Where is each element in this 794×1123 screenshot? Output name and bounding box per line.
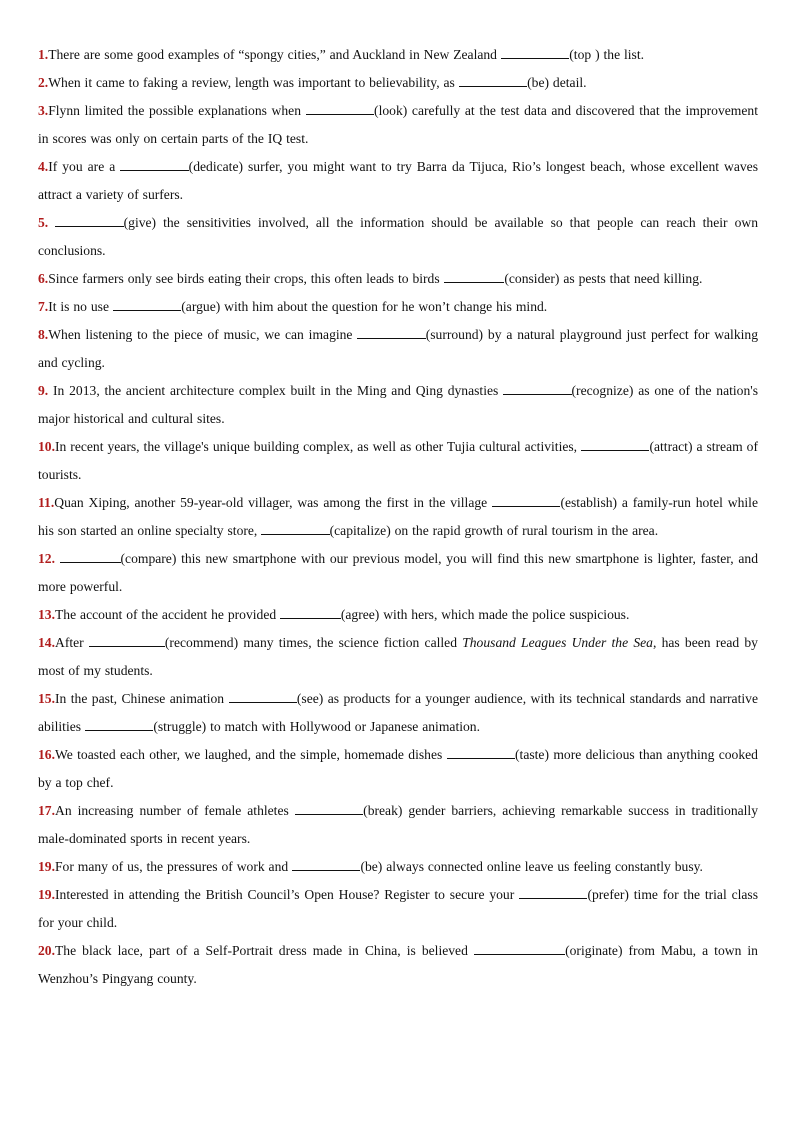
question-text: (see) as products for a younger audience, with its technical standards and narrative abilities (38, 691, 758, 734)
question-item (38, 685, 758, 741)
question-text: (establish) a family-run hotel while his son started an online specialty store, (38, 495, 758, 538)
question-number: 6. (38, 271, 49, 286)
question-item (38, 741, 758, 797)
question-text: An increasing number of female athletes (55, 803, 295, 818)
question-number: 3. (38, 103, 49, 118)
question-text: (consider) as pests that need killing. (504, 271, 703, 286)
question-text: (prefer) time for the trial class for your child. (38, 887, 758, 930)
question-text: For many of us, the pressures of work and (55, 859, 293, 874)
question-item (38, 265, 758, 293)
question-text: The black lace, part of a Self-Portrait dress made in China, is believed (55, 943, 474, 958)
answer-blank[interactable] (295, 802, 363, 815)
question-text: Quan Xiping, another 59-year-old villager, was among the first in the village (54, 495, 493, 510)
question-item (38, 321, 758, 377)
answer-blank[interactable] (503, 382, 571, 395)
exercise-sheet (38, 41, 758, 993)
question-text: (break) gender barriers, achieving remarkable success in traditionally male-dominated sports in recent years. (38, 803, 759, 846)
question-number: 19. (38, 887, 55, 902)
answer-blank[interactable] (581, 438, 649, 451)
question-text: Interested in attending the British Council’s Open House? Register to secure your (55, 887, 520, 902)
question-text: (attract) a stream of tourists. (38, 439, 758, 482)
question-item (38, 433, 758, 489)
question-number: 11. (38, 495, 55, 510)
question-text: (recommend) many times, the science fiction called (164, 635, 463, 650)
question-number: 19. (38, 859, 55, 874)
question-number: 13. (38, 607, 55, 622)
question-number: 5. (38, 215, 49, 230)
question-text: (argue) with him about the question for he won’t change his mind. (181, 299, 548, 314)
question-item (38, 937, 758, 993)
question-number: 4. (38, 159, 49, 174)
question-item (38, 881, 758, 937)
answer-blank[interactable] (85, 718, 153, 731)
question-text: (look) carefully at the test data and discovered that the improvement in scores was only on certain parts of the IQ test. (38, 103, 758, 146)
question-text: If you are a (48, 159, 121, 174)
question-text: (top ) the list. (569, 47, 645, 62)
question-text: (dedicate) surfer, you might want to try Barra da Tijuca, Rio’s longest beach, whose excellent waves attract a variety of surfers. (38, 159, 758, 202)
question-number: 7. (38, 299, 49, 314)
question-text: (be) always connected online leave us feeling constantly busy. (360, 859, 703, 874)
question-item (38, 853, 758, 881)
question-text: The account of the accident he provided (55, 607, 281, 622)
question-text: In 2013, the ancient architecture complex built in the Ming and Qing dynasties (48, 383, 504, 398)
answer-blank[interactable] (280, 606, 341, 619)
question-text: It is no use (48, 299, 113, 314)
answer-blank[interactable] (120, 158, 188, 171)
question-text: (agree) with hers, which made the police suspicious. (340, 607, 630, 622)
question-item (38, 209, 758, 265)
question-number: 9. (38, 383, 49, 398)
answer-blank[interactable] (292, 858, 360, 871)
question-number: 17. (38, 803, 55, 818)
question-item (38, 629, 758, 685)
answer-blank[interactable] (459, 74, 527, 87)
question-text: (compare) this new smartphone with our previous model, you will find this new smartphone is lighter, faster, and more powerful. (38, 551, 758, 594)
question-item (38, 153, 758, 209)
question-text: There are some good examples of “spongy cities,” and Auckland in New Zealand (48, 47, 501, 62)
question-item (38, 601, 758, 629)
answer-blank[interactable] (113, 298, 181, 311)
question-number: 10. (38, 439, 55, 454)
answer-blank[interactable] (306, 102, 374, 115)
question-text: (capitalize) on the rapid growth of rural tourism in the area. (329, 523, 659, 538)
question-item (38, 489, 758, 545)
answer-blank[interactable] (474, 942, 565, 955)
question-number: 14. (38, 635, 55, 650)
question-text: When listening to the piece of music, we can imagine (48, 327, 358, 342)
question-text: (surround) by a natural playground just perfect for walking and cycling. (38, 327, 758, 370)
book-title: Thousand Leagues Under the Sea (462, 635, 653, 650)
question-item (38, 293, 758, 321)
question-number: 15. (38, 691, 55, 706)
answer-blank[interactable] (444, 270, 505, 283)
question-text: In the past, Chinese animation (55, 691, 229, 706)
question-text: Since farmers only see birds eating their crops, this often leads to birds (48, 271, 444, 286)
question-text: , has been read by most of my students. (38, 635, 758, 678)
question-item (38, 797, 758, 853)
question-text (48, 215, 55, 230)
question-text: (recognize) as one of the nation's major historical and cultural sites. (38, 383, 759, 426)
answer-blank[interactable] (89, 634, 165, 647)
question-item (38, 377, 758, 433)
question-item (38, 97, 758, 153)
answer-blank[interactable] (60, 550, 121, 563)
answer-blank[interactable] (55, 214, 123, 227)
question-text: Flynn limited the possible explanations when (48, 103, 306, 118)
question-text: (originate) from Mabu, a town in Wenzhou’s Pingyang county. (38, 943, 758, 986)
answer-blank[interactable] (519, 886, 587, 899)
question-text: (struggle) to match with Hollywood or Japanese animation. (153, 719, 480, 734)
question-text: (be) detail. (527, 75, 587, 90)
question-text: (give) the sensitivities involved, all the information should be available so that people can reach their own conclusions. (38, 215, 758, 258)
question-text: When it came to faking a review, length was important to believability, as (48, 75, 459, 90)
answer-blank[interactable] (229, 690, 297, 703)
question-text: (taste) more delicious than anything cooked by a top chef. (38, 747, 758, 790)
question-number: 2. (38, 75, 49, 90)
question-text: We toasted each other, we laughed, and the simple, homemade dishes (55, 747, 447, 762)
question-number: 20. (38, 943, 55, 958)
answer-blank[interactable] (357, 326, 425, 339)
answer-blank[interactable] (492, 494, 560, 507)
question-number: 12. (38, 551, 55, 566)
question-item (38, 41, 758, 69)
question-number: 1. (38, 47, 49, 62)
answer-blank[interactable] (447, 746, 515, 759)
question-number: 8. (38, 327, 49, 342)
question-item (38, 69, 758, 97)
question-item (38, 545, 758, 601)
answer-blank[interactable] (261, 522, 329, 535)
question-number: 16. (38, 747, 55, 762)
question-text: In recent years, the village's unique building complex, as well as other Tujia cultural activities, (55, 439, 582, 454)
question-text: After (55, 635, 89, 650)
answer-blank[interactable] (501, 46, 569, 59)
